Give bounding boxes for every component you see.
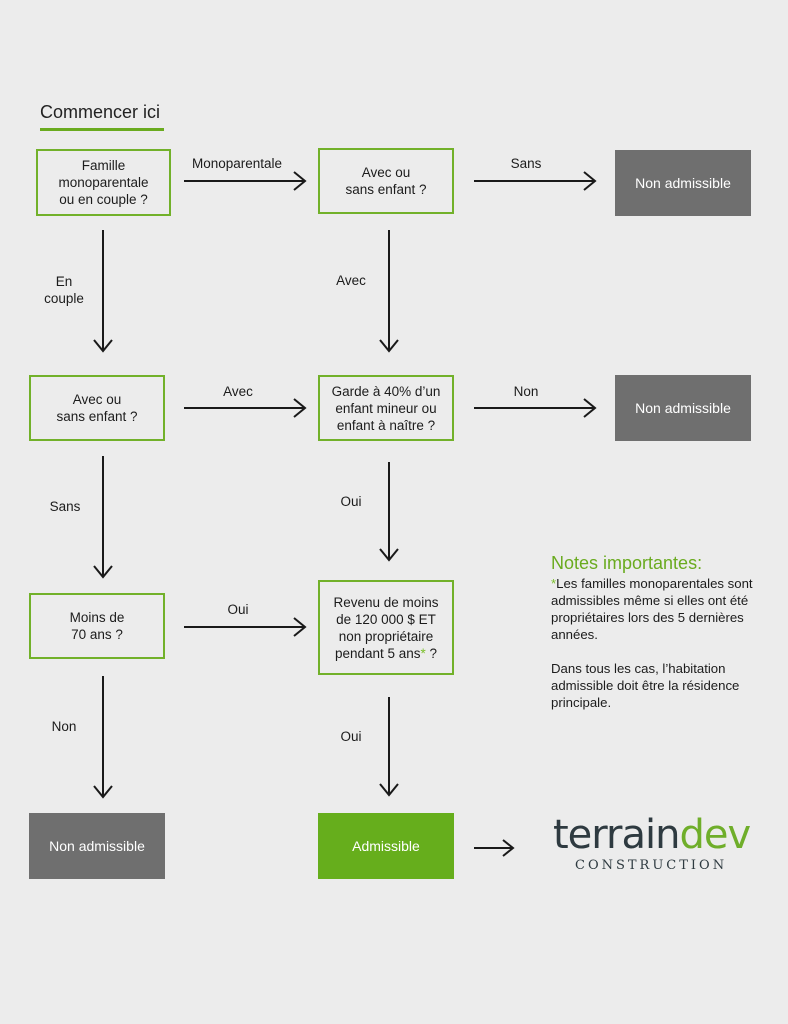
arrow-children-down	[380, 230, 398, 351]
notes-title: Notes importantes:	[551, 553, 703, 573]
edge-label-oui-2: Oui	[227, 602, 249, 617]
edge-label-oui-3: Oui	[340, 729, 362, 744]
question-age: Moins de 70 ans ?	[29, 593, 165, 659]
edge-label-non-2: Non	[51, 719, 77, 734]
edge-label-oui-1: Oui	[340, 494, 362, 509]
question-income-text: Revenu de moins de 120 000 $ ET non propriétaire pendant 5 ans	[333, 594, 439, 661]
arrow-family-to-children	[184, 172, 305, 190]
result-not-eligible-2: Non admissible	[615, 375, 751, 441]
arrow-custody-to-no2	[474, 399, 595, 417]
terraindev-logo	[553, 812, 753, 873]
arrow-age-to-income	[184, 618, 305, 636]
edge-label-monoparentale: Monoparentale	[191, 156, 283, 171]
question-family-type: Famille monoparentale ou en couple ?	[36, 149, 171, 216]
result-eligible: Admissible	[318, 813, 454, 879]
question-custody: Garde à 40% d’un enfant mineur ou enfant à naître ?	[318, 375, 454, 441]
edge-label-en-couple: En couple	[44, 274, 84, 306]
question-children-couple: Avec ou sans enfant ?	[29, 375, 165, 441]
logo-subtitle: CONSTRUCTION	[575, 858, 728, 873]
arrow-income-down	[380, 697, 398, 795]
note-paragraph-2: Dans tous les cas, l’habitation admissible doit être la résidence principale.	[551, 661, 740, 710]
edge-label-sans-2: Sans	[49, 499, 81, 514]
arrow-couple-to-custody	[184, 399, 305, 417]
footnote-star: *	[420, 645, 426, 661]
result-not-eligible-3: Non admissible	[29, 813, 165, 879]
edge-label-non-1: Non	[513, 384, 539, 399]
edge-label-avec-2: Avec	[223, 384, 253, 399]
logo-word-terrain: terrain	[553, 812, 680, 858]
note-star: *	[551, 576, 557, 591]
note-text-1: Les familles monoparentales sont admissibles même si elles ont été propriétaires lors des 5 dernières années.	[551, 576, 753, 642]
result-not-eligible-1: Non admissible	[615, 150, 751, 216]
question-income-suffix: ?	[425, 645, 438, 661]
arrow-custody-down	[380, 462, 398, 560]
start-title: Commencer ici	[40, 102, 161, 122]
edge-label-sans-1: Sans	[510, 156, 542, 171]
arrow-family-down	[94, 230, 112, 351]
arrow-couple-down	[94, 456, 112, 577]
logo-word-dev: dev	[679, 812, 751, 858]
arrow-age-down	[94, 676, 112, 797]
question-income	[318, 580, 454, 675]
edge-label-avec-1: Avec	[336, 273, 366, 288]
note-paragraph-1	[551, 575, 766, 643]
arrow-children-to-no1	[474, 172, 595, 190]
arrow-admissible-to-logo	[474, 840, 513, 856]
notes-body	[551, 575, 766, 728]
question-children-single: Avec ou sans enfant ?	[318, 148, 454, 214]
